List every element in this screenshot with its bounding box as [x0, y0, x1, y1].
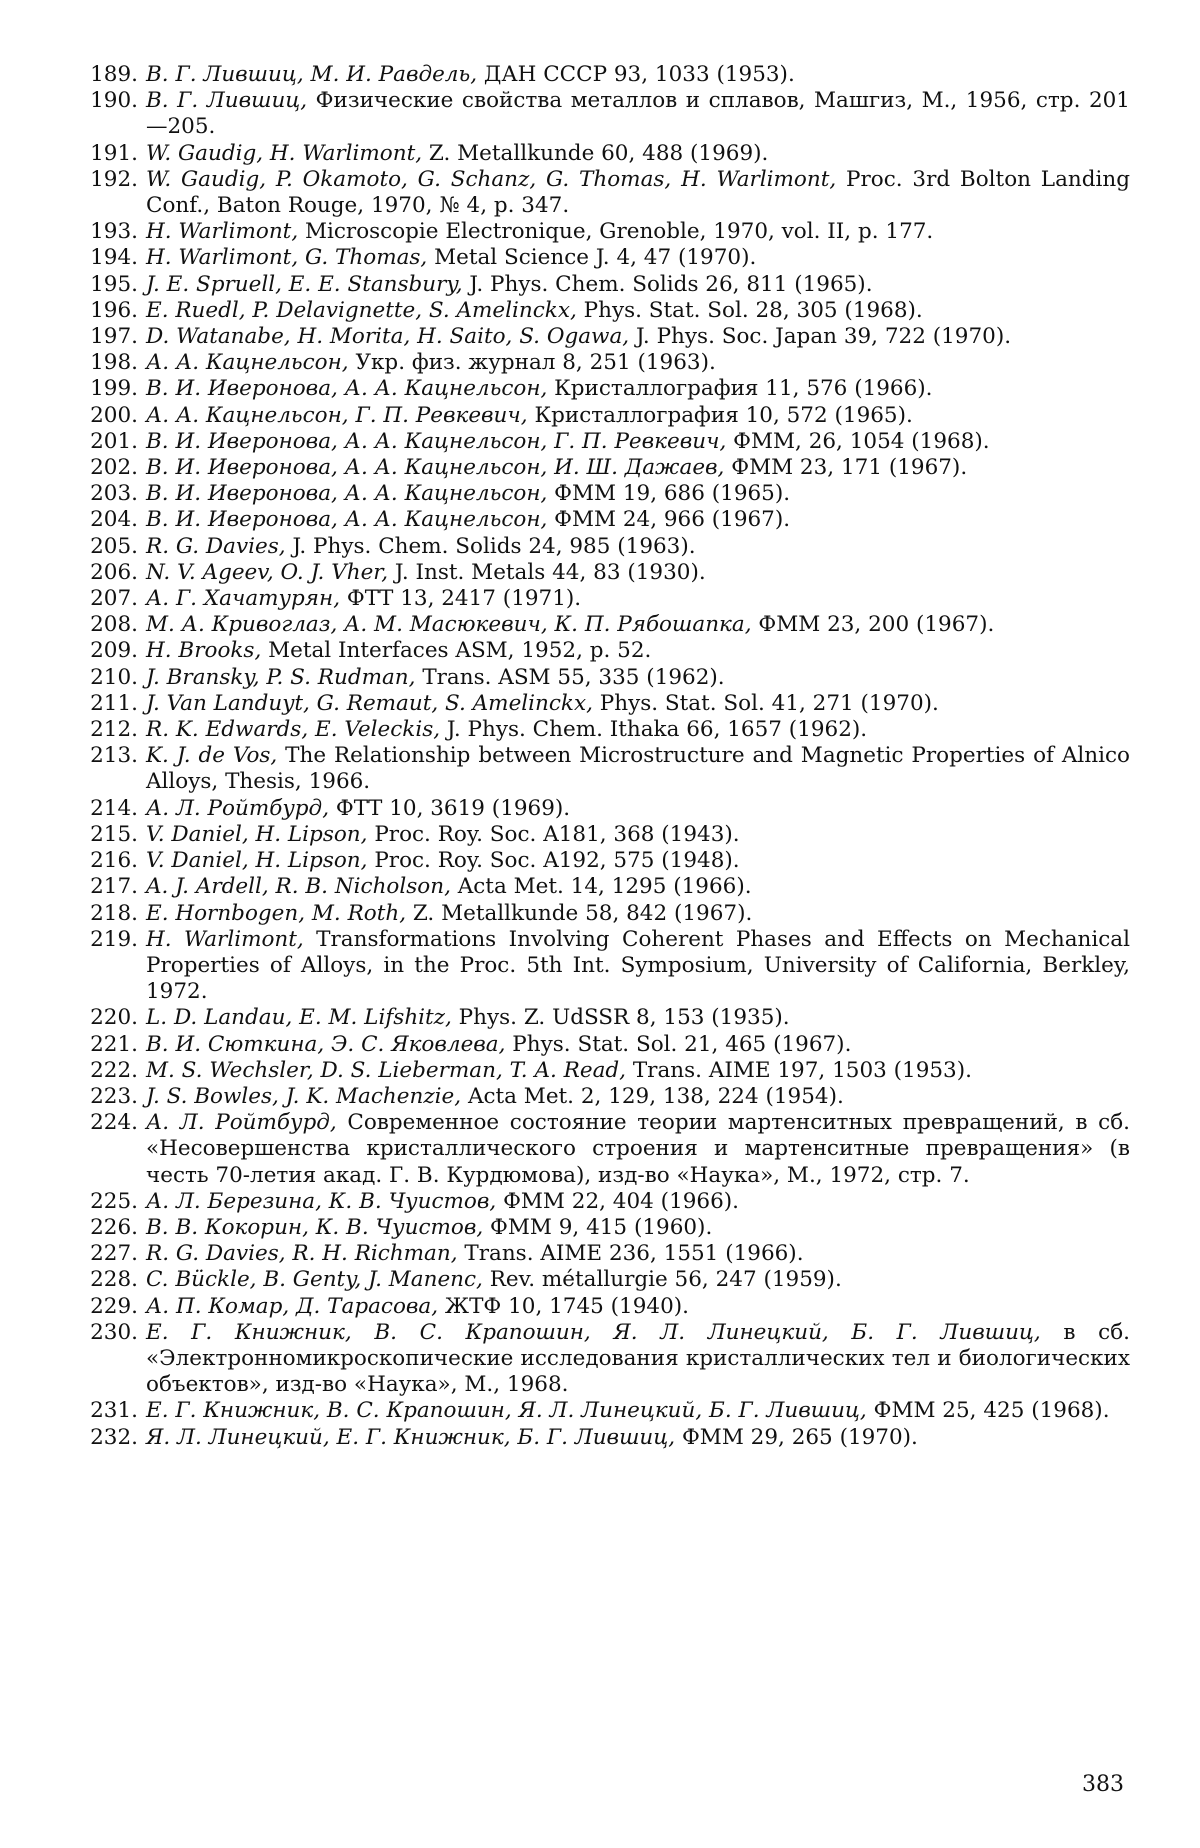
reference-number: 219. [70, 927, 146, 953]
reference-source: Phys. Z. UdSSR 8, 153 (1935). [452, 1005, 790, 1030]
reference-source: Укр. физ. журнал 8, 251 (1963). [349, 350, 716, 375]
reference-text [146, 455, 1130, 481]
reference-authors: А. Л. Ройтбурд, [146, 1110, 337, 1135]
reference-source: Кристаллография 10, 572 (1965). [528, 403, 913, 428]
reference-item [70, 586, 1130, 612]
reference-source: Proc. Roy. Soc. A192, 575 (1948). [367, 848, 739, 873]
reference-item [70, 481, 1130, 507]
reference-number: 226. [70, 1215, 146, 1241]
reference-number: 232. [70, 1425, 146, 1451]
reference-source: ФММ 23, 171 (1967). [724, 455, 967, 480]
reference-number: 203. [70, 481, 146, 507]
reference-authors: А. Г. Хачатурян, [146, 586, 340, 611]
reference-source: Z. Metallkunde 60, 488 (1969). [422, 141, 768, 166]
reference-item [70, 534, 1130, 560]
reference-text [146, 560, 1130, 586]
reference-text [146, 324, 1130, 350]
reference-item [70, 376, 1130, 402]
reference-text [146, 1110, 1130, 1189]
reference-number: 199. [70, 376, 146, 402]
reference-item [70, 1267, 1130, 1293]
reference-item [70, 350, 1130, 376]
reference-source: Trans. AIME 236, 1551 (1966). [458, 1241, 804, 1266]
reference-authors: А. Л. Ройтбурд, [146, 796, 329, 821]
reference-item [70, 560, 1130, 586]
reference-number: 197. [70, 324, 146, 350]
reference-number: 209. [70, 638, 146, 664]
reference-source: ФММ 22, 404 (1966). [496, 1189, 739, 1214]
reference-authors: Е. Г. Книжник, В. С. Крапошин, Я. Л. Линецкий, Б. Г. Лившиц, [146, 1320, 1041, 1345]
reference-text [146, 1267, 1130, 1293]
reference-list [70, 62, 1130, 1451]
reference-text [146, 901, 1130, 927]
reference-item [70, 1110, 1130, 1189]
reference-source: Современное состояние теории мартенситных превращений, в сб. «Несовершенства кристаллического строения и мартенситные превращения» (в честь 70-летия акад. Г. В. Курдюмова), изд-во «Наука», М., 1972, стр. 7. [146, 1110, 1130, 1187]
reference-item [70, 1032, 1130, 1058]
reference-authors: J. Van Landuyt, G. Remaut, S. Amelinckx, [146, 691, 593, 716]
reference-item [70, 1294, 1130, 1320]
reference-text [146, 665, 1130, 691]
reference-item [70, 848, 1130, 874]
reference-text [146, 429, 1130, 455]
reference-number: 208. [70, 612, 146, 638]
reference-number: 231. [70, 1398, 146, 1424]
reference-text [146, 612, 1130, 638]
reference-number: 214. [70, 796, 146, 822]
reference-item [70, 272, 1130, 298]
reference-source: Proc. Roy. Soc. A181, 368 (1943). [367, 822, 739, 847]
reference-item [70, 927, 1130, 1006]
reference-item [70, 507, 1130, 533]
reference-authors: R. G. Davies, [146, 534, 286, 559]
reference-item [70, 1215, 1130, 1241]
reference-number: 201. [70, 429, 146, 455]
reference-number: 192. [70, 167, 146, 193]
reference-item [70, 141, 1130, 167]
reference-text [146, 927, 1130, 1006]
reference-number: 229. [70, 1294, 146, 1320]
reference-source: J. Phys. Soc. Japan 39, 722 (1970). [629, 324, 1011, 349]
reference-authors: N. V. Ageev, O. J. Vher, [146, 560, 388, 585]
reference-number: 216. [70, 848, 146, 874]
reference-source: Физические свойства металлов и сплавов, Машгиз, М., 1956, стр. 201—205. [146, 88, 1130, 139]
reference-text [146, 848, 1130, 874]
reference-source: ФММ 9, 415 (1960). [483, 1215, 712, 1240]
reference-source: Trans. ASM 55, 335 (1962). [415, 665, 724, 690]
reference-authors: H. Warlimont, [146, 927, 304, 952]
reference-number: 224. [70, 1110, 146, 1136]
reference-text [146, 1005, 1130, 1031]
reference-number: 190. [70, 88, 146, 114]
reference-source: Rev. métallurgie 56, 247 (1959). [483, 1267, 842, 1292]
reference-source: Кристаллография 11, 576 (1966). [547, 376, 932, 401]
reference-number: 207. [70, 586, 146, 612]
reference-text [146, 272, 1130, 298]
reference-source: ФММ 29, 265 (1970). [675, 1425, 918, 1450]
reference-text [146, 88, 1130, 140]
reference-text [146, 717, 1130, 743]
reference-source: ЖТФ 10, 1745 (1940). [438, 1294, 689, 1319]
reference-text [146, 62, 1130, 88]
reference-text [146, 1294, 1130, 1320]
reference-text [146, 141, 1130, 167]
reference-text [146, 638, 1130, 664]
reference-text [146, 743, 1130, 795]
reference-item [70, 429, 1130, 455]
reference-number: 217. [70, 874, 146, 900]
reference-authors: A. J. Ardell, R. B. Nicholson, [146, 874, 451, 899]
page-number: 383 [1082, 1772, 1124, 1797]
reference-number: 198. [70, 350, 146, 376]
reference-source: ФММ 19, 686 (1965). [547, 481, 790, 506]
reference-item [70, 743, 1130, 795]
reference-text [146, 245, 1130, 271]
reference-authors: J. E. Spruell, E. E. Stansbury, [146, 272, 463, 297]
reference-authors: А. П. Комар, Д. Тарасова, [146, 1294, 438, 1319]
reference-authors: V. Daniel, H. Lipson, [146, 848, 367, 873]
reference-source: J. Phys. Chem. Solids 26, 811 (1965). [463, 272, 873, 297]
reference-number: 215. [70, 822, 146, 848]
reference-item [70, 298, 1130, 324]
reference-authors: D. Watanabe, H. Morita, H. Saito, S. Ogawa, [146, 324, 629, 349]
reference-source: Proc. 3rd Bolton Landing Conf., Baton Rouge, 1970, № 4, p. 347. [146, 167, 1130, 218]
reference-item [70, 1425, 1130, 1451]
reference-authors: M. S. Wechsler, D. S. Lieberman, T. A. Read, [146, 1058, 626, 1083]
reference-number: 195. [70, 272, 146, 298]
reference-item [70, 1189, 1130, 1215]
reference-source: Transformations Involving Coherent Phases and Effects on Mechanical Properties of Alloys, in the Proc. 5th Int. Symposium, University of California, Berkley, 1972. [146, 927, 1130, 1004]
reference-number: 212. [70, 717, 146, 743]
reference-item [70, 691, 1130, 717]
reference-item [70, 1241, 1130, 1267]
reference-item [70, 245, 1130, 271]
reference-text [146, 507, 1130, 533]
reference-authors: А. А. Кацнельсон, [146, 350, 349, 375]
reference-authors: W. Gaudig, H. Warlimont, [146, 141, 422, 166]
reference-authors: В. Г. Лившиц, М. И. Равдель, [146, 62, 477, 87]
reference-text [146, 481, 1130, 507]
reference-item [70, 455, 1130, 481]
reference-item [70, 1398, 1130, 1424]
reference-authors: H. Brooks, [146, 638, 261, 663]
reference-number: 206. [70, 560, 146, 586]
reference-authors: R. K. Edwards, E. Veleckis, [146, 717, 440, 742]
reference-authors: V. Daniel, H. Lipson, [146, 822, 367, 847]
reference-authors: В. И. Иверонова, А. А. Кацнельсон, [146, 481, 547, 506]
reference-authors: E. Ruedl, P. Delavignette, S. Amelinckx, [146, 298, 577, 323]
reference-source: ФТТ 13, 2417 (1971). [340, 586, 581, 611]
reference-source: в сб. «Электронномикроскопические исследования кристаллических тел и биологических объектов», изд-во «Наука», М., 1968. [146, 1320, 1130, 1397]
reference-number: 225. [70, 1189, 146, 1215]
reference-text [146, 298, 1130, 324]
reference-authors: J. Bransky, P. S. Rudman, [146, 665, 415, 690]
reference-item [70, 638, 1130, 664]
reference-authors: C. Bückle, B. Genty, J. Manenc, [146, 1267, 483, 1292]
reference-number: 222. [70, 1058, 146, 1084]
reference-item [70, 1058, 1130, 1084]
reference-source: Phys. Stat. Sol. 41, 271 (1970). [593, 691, 939, 716]
reference-source: Phys. Stat. Sol. 21, 465 (1967). [505, 1032, 851, 1057]
reference-text [146, 167, 1130, 219]
reference-source: ДАН СССР 93, 1033 (1953). [477, 62, 795, 87]
reference-authors: В. И. Иверонова, А. А. Кацнельсон, И. Ш. Дажаев, [146, 455, 724, 480]
reference-number: 211. [70, 691, 146, 717]
reference-source: Acta Met. 14, 1295 (1966). [451, 874, 752, 899]
reference-authors: В. И. Сюткина, Э. С. Яковлева, [146, 1032, 505, 1057]
reference-text [146, 1241, 1130, 1267]
reference-source: Phys. Stat. Sol. 28, 305 (1968). [577, 298, 923, 323]
reference-source: ФММ 25, 425 (1968). [867, 1398, 1110, 1423]
reference-item [70, 62, 1130, 88]
book-page [0, 0, 1200, 1848]
reference-text [146, 534, 1130, 560]
reference-authors: А. А. Кацнельсон, Г. П. Ревкевич, [146, 403, 528, 428]
reference-number: 230. [70, 1320, 146, 1346]
reference-number: 193. [70, 219, 146, 245]
reference-number: 205. [70, 534, 146, 560]
reference-authors: В. И. Иверонова, А. А. Кацнельсон, Г. П. Ревкевич, [146, 429, 726, 454]
reference-source: ФММ 23, 200 (1967). [752, 612, 995, 637]
reference-authors: Я. Л. Линецкий, Е. Г. Книжник, Б. Г. Лившиц, [146, 1425, 675, 1450]
reference-text [146, 586, 1130, 612]
reference-text [146, 1320, 1130, 1399]
reference-item [70, 612, 1130, 638]
reference-text [146, 376, 1130, 402]
reference-text [146, 796, 1130, 822]
reference-number: 200. [70, 403, 146, 429]
reference-text [146, 691, 1130, 717]
reference-authors: В. И. Иверонова, А. А. Кацнельсон, [146, 507, 547, 532]
reference-source: ФММ 24, 966 (1967). [547, 507, 790, 532]
reference-source: Metal Science J. 4, 47 (1970). [427, 245, 756, 270]
reference-item [70, 403, 1130, 429]
reference-source: Acta Met. 2, 129, 138, 224 (1954). [461, 1084, 844, 1109]
reference-number: 202. [70, 455, 146, 481]
reference-source: J. Inst. Metals 44, 83 (1930). [388, 560, 706, 585]
reference-text [146, 1084, 1130, 1110]
reference-authors: H. Warlimont, G. Thomas, [146, 245, 427, 270]
reference-text [146, 403, 1130, 429]
reference-number: 194. [70, 245, 146, 271]
reference-text [146, 219, 1130, 245]
reference-number: 228. [70, 1267, 146, 1293]
reference-source: J. Phys. Chem. Ithaka 66, 1657 (1962). [440, 717, 867, 742]
reference-authors: W. Gaudig, P. Okamoto, G. Schanz, G. Thomas, H. Warlimont, [146, 167, 836, 192]
reference-item [70, 822, 1130, 848]
reference-source: ФММ, 26, 1054 (1968). [726, 429, 989, 454]
reference-source: Z. Metallkunde 58, 842 (1967). [406, 901, 752, 926]
reference-number: 221. [70, 1032, 146, 1058]
reference-item [70, 901, 1130, 927]
reference-number: 189. [70, 62, 146, 88]
reference-authors: А. Л. Березина, К. В. Чуистов, [146, 1189, 496, 1214]
reference-number: 210. [70, 665, 146, 691]
reference-authors: J. S. Bowles, J. K. Machenzie, [146, 1084, 461, 1109]
reference-authors: R. G. Davies, R. H. Richman, [146, 1241, 458, 1266]
reference-number: 220. [70, 1005, 146, 1031]
reference-authors: Е. Г. Книжник, В. С. Крапошин, Я. Л. Линецкий, Б. Г. Лившиц, [146, 1398, 867, 1423]
reference-text [146, 1215, 1130, 1241]
reference-source: Metal Interfaces ASM, 1952, p. 52. [261, 638, 651, 663]
reference-source: ФТТ 10, 3619 (1969). [329, 796, 570, 821]
reference-authors: В. И. Иверонова, А. А. Кацнельсон, [146, 376, 547, 401]
reference-item [70, 717, 1130, 743]
reference-source: The Relationship between Microstructure and Magnetic Properties of Alnico Alloys, Thesis, 1966. [146, 743, 1130, 794]
reference-number: 223. [70, 1084, 146, 1110]
reference-text [146, 1058, 1130, 1084]
reference-item [70, 796, 1130, 822]
reference-text [146, 1425, 1130, 1451]
reference-authors: E. Hornbogen, M. Roth, [146, 901, 406, 926]
reference-item [70, 665, 1130, 691]
reference-number: 191. [70, 141, 146, 167]
reference-item [70, 219, 1130, 245]
reference-authors: В. Г. Лившиц, [146, 88, 307, 113]
reference-text [146, 874, 1130, 900]
reference-source: Microscopie Electronique, Grenoble, 1970, vol. II, p. 177. [298, 219, 933, 244]
reference-item [70, 1320, 1130, 1399]
reference-text [146, 822, 1130, 848]
reference-number: 218. [70, 901, 146, 927]
reference-authors: В. В. Кокорин, К. В. Чуистов, [146, 1215, 483, 1240]
reference-number: 196. [70, 298, 146, 324]
reference-authors: L. D. Landau, E. M. Lifshitz, [146, 1005, 452, 1030]
reference-text [146, 1032, 1130, 1058]
reference-item [70, 1084, 1130, 1110]
reference-text [146, 1398, 1130, 1424]
reference-source: Trans. AIME 197, 1503 (1953). [626, 1058, 972, 1083]
reference-item [70, 88, 1130, 140]
reference-source: J. Phys. Chem. Solids 24, 985 (1963). [286, 534, 696, 559]
reference-item [70, 1005, 1130, 1031]
reference-authors: H. Warlimont, [146, 219, 298, 244]
reference-item [70, 167, 1130, 219]
reference-number: 204. [70, 507, 146, 533]
reference-item [70, 874, 1130, 900]
reference-authors: K. J. de Vos, [146, 743, 277, 768]
reference-number: 227. [70, 1241, 146, 1267]
reference-authors: М. А. Кривоглаз, А. М. Масюкевич, К. П. Рябошапка, [146, 612, 752, 637]
reference-number: 213. [70, 743, 146, 769]
reference-item [70, 324, 1130, 350]
reference-text [146, 350, 1130, 376]
reference-text [146, 1189, 1130, 1215]
